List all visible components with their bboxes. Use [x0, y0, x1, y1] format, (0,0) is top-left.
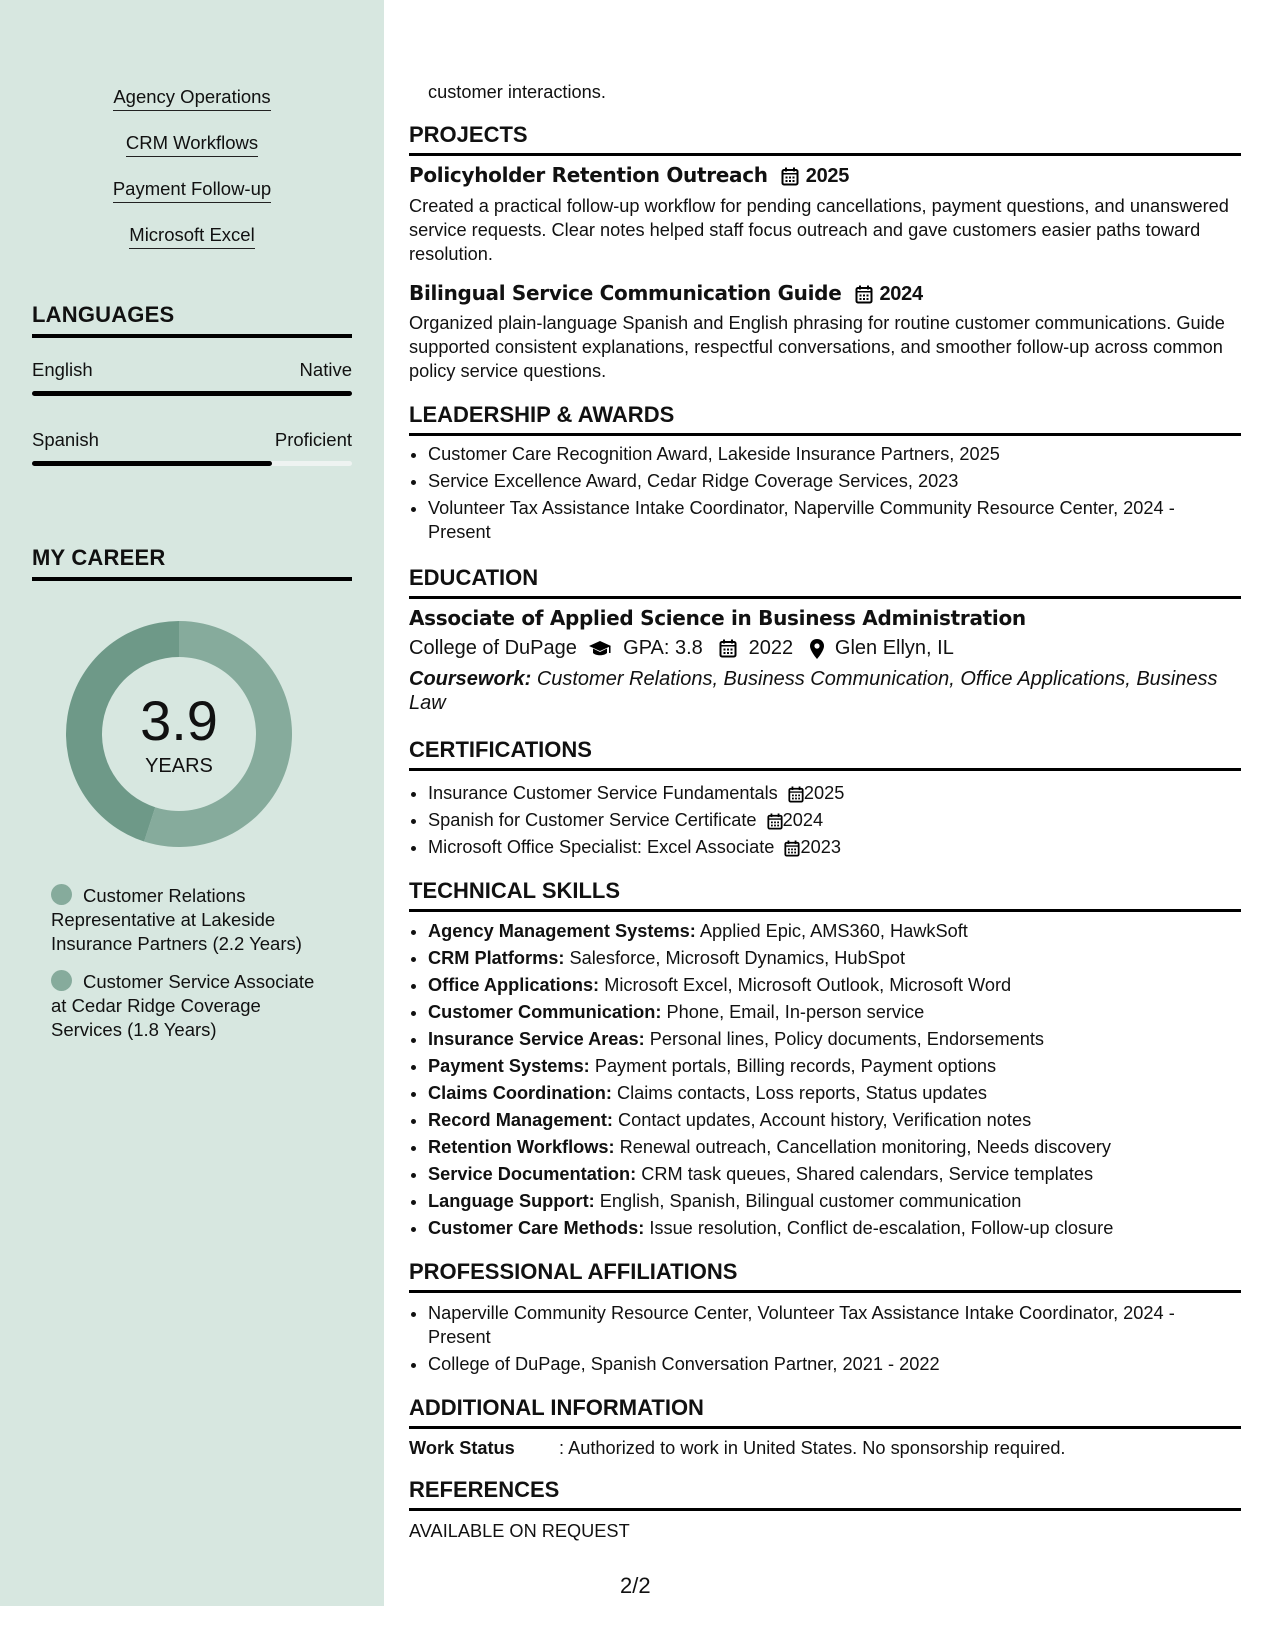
career-donut-chart	[66, 621, 292, 847]
project-description: Organized plain-language Spanish and English phrasing for routine customer communications. Guide supported consistent explanations, respectful conversations, and smoother follow-up across common policy service questions.	[409, 313, 1225, 381]
work-status-label: Work Status	[409, 1438, 515, 1458]
sidebar	[0, 0, 384, 1606]
career-legend-label: Customer Relations Representative at Lakeside Insurance Partners (2.2 Years)	[51, 885, 302, 954]
language-proficiency-bar	[32, 461, 352, 466]
project-title-row	[409, 281, 923, 306]
skill-values: Salesforce, Microsoft Dynamics, HubSpot	[569, 948, 906, 968]
skill-category: Language Support:	[428, 1191, 595, 1211]
skill-category: Office Applications:	[428, 975, 600, 995]
affiliations-heading: PROFESSIONAL AFFILIATIONS	[409, 1259, 1241, 1293]
skill-values: Payment portals, Billing records, Payment options	[594, 1056, 997, 1076]
technical-skill-item	[428, 1135, 1241, 1159]
technical-skill-item	[428, 919, 1241, 943]
certification-year: 2023	[800, 837, 841, 857]
leadership-list	[409, 442, 1241, 547]
skill-values: CRM task queues, Shared calendars, Service templates	[641, 1164, 1094, 1184]
technical-skill-item	[428, 973, 1241, 997]
skill-category: Customer Communication:	[428, 1002, 662, 1022]
map-pin-icon	[810, 639, 824, 659]
calendar-icon	[781, 167, 799, 186]
references-heading: REFERENCES	[409, 1477, 1241, 1511]
language-proficiency-fill	[32, 391, 352, 396]
skill-values: Phone, Email, In-person service	[666, 1002, 925, 1022]
work-status-value: : Authorized to work in United States. No sponsorship required.	[559, 1438, 1066, 1458]
certification-name: Spanish for Customer Service Certificate	[428, 810, 757, 830]
career-legend-label: Customer Service Associate at Cedar Ridge Coverage Services (1.8 Years)	[51, 971, 315, 1040]
project-year: 2025	[805, 165, 850, 187]
skill-values: English, Spanish, Bilingual customer communication	[599, 1191, 1022, 1211]
technical-skill-item	[428, 1189, 1241, 1213]
technical-skill-item	[428, 946, 1241, 970]
leadership-heading: LEADERSHIP & AWARDS	[409, 402, 1241, 436]
school-name: College of DuPage	[409, 637, 577, 659]
certification-item	[428, 781, 1241, 805]
certifications-list	[409, 781, 1241, 862]
skill-values: Personal lines, Policy documents, Endorsements	[649, 1029, 1045, 1049]
education-heading: EDUCATION	[409, 565, 1241, 599]
list-item: • Volunteer Tax Assistance Intake Coordinator, Naperville Community Resource Center, 2024 - Present	[428, 496, 1241, 544]
technical-skill-item	[428, 1027, 1241, 1051]
page-number: 2/2	[620, 1573, 651, 1598]
skill-values: Microsoft Excel, Microsoft Outlook, Microsoft Word	[604, 975, 1012, 995]
project-title: Bilingual Service Communication Guide	[409, 281, 842, 305]
language-row-spanish	[32, 429, 352, 466]
language-row-english	[32, 359, 352, 396]
skill-category: Customer Care Methods:	[428, 1218, 645, 1238]
additional-info-heading: ADDITIONAL INFORMATION	[409, 1395, 1241, 1429]
intro-tail: customer interactions.	[428, 82, 606, 102]
skill-values: Applied Epic, AMS360, HawkSoft	[699, 921, 968, 941]
career-heading: MY CAREER	[32, 545, 352, 581]
technical-skills-heading: TECHNICAL SKILLS	[409, 878, 1241, 912]
technical-skill-item	[428, 1054, 1241, 1078]
education-location: Glen Ellyn, IL	[834, 637, 954, 659]
degree-title: Associate of Applied Science in Business Administration	[409, 606, 1026, 630]
skill-category: Service Documentation:	[428, 1164, 637, 1184]
coursework-list: Customer Relations, Business Communication, Office Applications, Business Law	[409, 668, 1218, 714]
list-item: • Naperville Community Resource Center, Volunteer Tax Assistance Intake Coordinator, 2024 - Present	[428, 1301, 1241, 1349]
language-name: Spanish	[32, 429, 99, 450]
calendar-icon	[855, 285, 873, 304]
skill-category: CRM Platforms:	[428, 948, 565, 968]
skill-category: Insurance Service Areas:	[428, 1029, 645, 1049]
language-level: Native	[299, 359, 352, 380]
certifications-heading: CERTIFICATIONS	[409, 737, 1241, 771]
career-legend-item	[51, 970, 331, 1042]
skill-links	[0, 86, 384, 270]
skill-category: Record Management:	[428, 1110, 613, 1130]
language-name: English	[32, 359, 93, 380]
project-description: Created a practical follow-up workflow for pending cancellations, payment questions, and unanswered service requests. Clear notes helped staff focus outreach and gave customers easier paths toward resolution.	[409, 196, 1229, 264]
skill-values: Issue resolution, Conflict de-escalation, Follow-up closure	[649, 1218, 1114, 1238]
technical-skill-item	[428, 1081, 1241, 1105]
skill-link-crm-workflows[interactable]: CRM Workflows	[126, 132, 258, 157]
legend-dot-icon	[51, 970, 72, 991]
certification-item	[428, 835, 1241, 859]
projects-heading: PROJECTS	[409, 122, 1241, 156]
skill-category: Agency Management Systems:	[428, 921, 696, 941]
language-proficiency-bar	[32, 391, 352, 396]
skill-category: Claims Coordination:	[428, 1083, 612, 1103]
skill-category: Payment Systems:	[428, 1056, 590, 1076]
certification-item	[428, 808, 1241, 832]
career-total-value: 3.9	[140, 689, 218, 752]
list-item: • Service Excellence Award, Cedar Ridge Coverage Services, 2023	[428, 469, 1241, 493]
technical-skill-item	[428, 1216, 1241, 1240]
affiliations-list	[409, 1301, 1241, 1379]
language-level: Proficient	[274, 429, 352, 450]
career-total-unit: YEARS	[145, 755, 213, 777]
legend-dot-icon	[51, 884, 72, 905]
graduation-year: 2022	[748, 637, 794, 659]
education-details	[409, 636, 954, 660]
list-item: • College of DuPage, Spanish Conversation Partner, 2021 - 2022	[428, 1352, 1241, 1376]
certification-name: Microsoft Office Specialist: Excel Associate	[428, 837, 775, 857]
technical-skill-item	[428, 1162, 1241, 1186]
work-status-row	[409, 1436, 1066, 1460]
coursework	[409, 667, 1241, 715]
certification-name: Insurance Customer Service Fundamentals	[428, 783, 778, 803]
skill-values: Contact updates, Account history, Verification notes	[618, 1110, 1032, 1130]
career-legend-item	[51, 884, 331, 956]
language-proficiency-fill	[32, 461, 272, 466]
list-item: • Customer Care Recognition Award, Lakeside Insurance Partners, 2025	[428, 442, 1241, 466]
graduation-cap-icon	[588, 640, 612, 658]
project-year: 2024	[879, 283, 923, 305]
calendar-icon	[719, 639, 737, 658]
certification-year: 2025	[803, 783, 845, 803]
skill-category: Retention Workflows:	[428, 1137, 615, 1157]
technical-skills-list	[409, 919, 1241, 1243]
project-title-row	[409, 163, 849, 188]
gpa: GPA: 3.8	[623, 637, 703, 659]
calendar-icon	[784, 840, 800, 857]
skill-values: Claims contacts, Loss reports, Status updates	[616, 1083, 987, 1103]
skill-link-payment-follow-up[interactable]: Payment Follow-up	[113, 178, 271, 203]
project-title: Policyholder Retention Outreach	[409, 163, 768, 187]
technical-skill-item	[428, 1108, 1241, 1132]
coursework-label: Coursework:	[409, 668, 532, 690]
calendar-icon	[767, 813, 783, 830]
skill-link-agency-operations[interactable]: Agency Operations	[113, 86, 270, 111]
languages-heading: LANGUAGES	[32, 302, 352, 338]
technical-skill-item	[428, 1000, 1241, 1024]
skill-values: Renewal outreach, Cancellation monitoring, Needs discovery	[619, 1137, 1111, 1157]
certification-year: 2024	[782, 810, 824, 830]
skill-link-microsoft-excel[interactable]: Microsoft Excel	[129, 224, 254, 249]
references-text: AVAILABLE ON REQUEST	[409, 1521, 630, 1541]
calendar-icon	[788, 786, 804, 803]
